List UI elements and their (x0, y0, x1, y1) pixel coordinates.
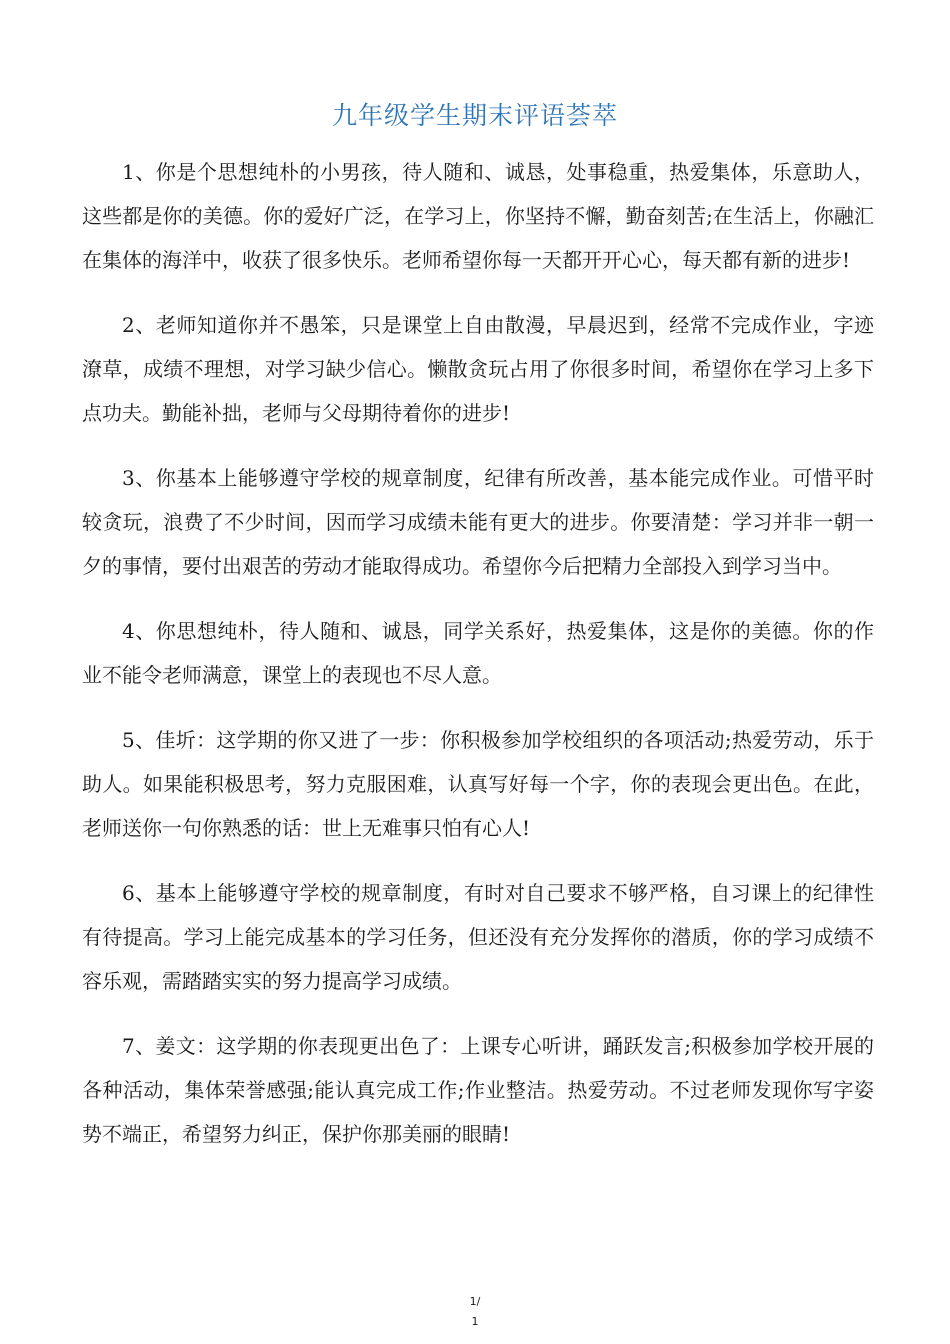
comment-paragraph-4: 4、你思想纯朴，待人随和、诚恳，同学关系好，热爱集体，这是你的美德。你的作业不能令老师满意，课堂上的表现也不尽人意。 (82, 619, 874, 687)
page-number-total: 1 (471, 1315, 479, 1328)
comment-paragraph-7: 7、姜文：这学期的你表现更出色了：上课专心听讲，踊跃发言;积极参加学校开展的各种活动，集体荣誉感强;能认真完成工作;作业整洁。热爱劳动。不过老师发现你写字姿势不端正，希望努力纠正，保护你那美丽的眼睛! (82, 1034, 874, 1146)
comment-paragraph-6: 6、基本上能够遵守学校的规章制度，有时对自己要求不够严格，自习课上的纪律性有待提高。学习上能完成基本的学习任务，但还没有充分发挥你的潜质，你的学习成绩不容乐观，需踏踏实实的努力提高学习成绩。 (82, 881, 874, 993)
page-number (455, 1292, 495, 1332)
comment-paragraph-1: 1、你是个思想纯朴的小男孩，待人随和、诚恳，处事稳重，热爱集体，乐意助人，这些都是你的美德。你的爱好广泛，在学习上，你坚持不懈，勤奋刻苦;在生活上，你融汇在集体的海洋中，收获了很多快乐。老师希望你每一天都开开心心，每天都有新的进步! (82, 160, 874, 272)
comment-paragraph-2: 2、老师知道你并不愚笨，只是课堂上自由散漫，早晨迟到，经常不完成作业，字迹潦草，成绩不理想，对学习缺少信心。懒散贪玩占用了你很多时间，希望你在学习上多下点功夫。勤能补拙，老师与父母期待着你的进步! (82, 313, 874, 425)
document-title: 九年级学生期末评语荟萃 (331, 101, 618, 130)
comment-paragraph-5: 5、佳圻：这学期的你又进了一步：你积极参加学校组织的各项活动;热爱劳动，乐于助人。如果能积极思考，努力克服困难，认真写好每一个字，你的表现会更出色。在此，老师送你一句你熟悉的话：世上无难事只怕有心人! (82, 728, 874, 840)
comment-paragraph-3: 3、你基本上能够遵守学校的规章制度，纪律有所改善，基本能完成作业。可惜平时较贪玩，浪费了不少时间，因而学习成绩未能有更大的进步。你要清楚：学习并非一朝一夕的事情，要付出艰苦的劳动才能取得成功。希望你今后把精力全部投入到学习当中。 (82, 466, 874, 578)
page-number-current: 1/ (469, 1295, 481, 1308)
document-body (82, 150, 874, 1177)
